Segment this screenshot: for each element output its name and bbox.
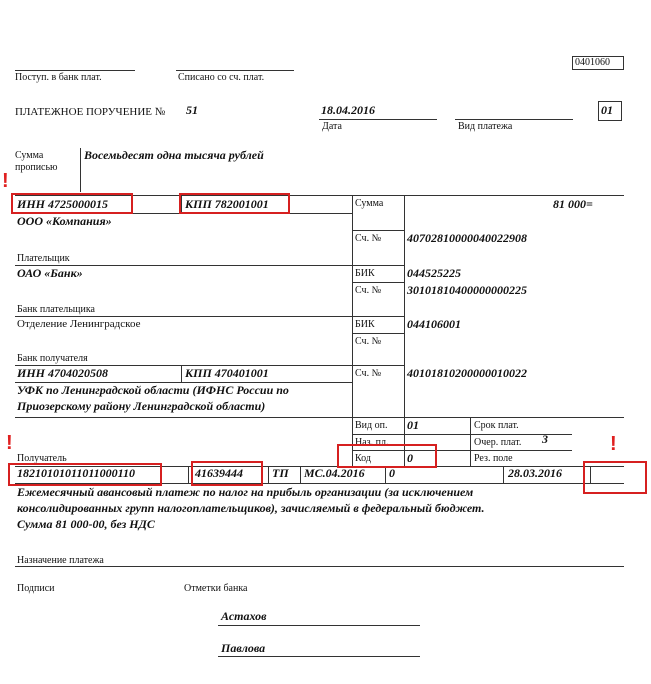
payer-name: ООО «Компания» bbox=[17, 214, 112, 228]
alert-mark-reserve: ! bbox=[610, 433, 617, 455]
grid-line bbox=[385, 466, 386, 483]
received-line bbox=[15, 70, 135, 71]
purpose-line-1: Ежемесячный авансовый платеж по налог на прибыль организации (за исключением bbox=[17, 485, 474, 499]
order-label: Очер. плат. bbox=[474, 437, 522, 448]
grid-line bbox=[470, 417, 471, 466]
purpose-line-2: консолидированных групп налогоплательщиков), зачисляемый в федеральный бюджет. bbox=[17, 501, 485, 515]
alert-mark-payer: ! bbox=[2, 170, 9, 192]
period-value: МС.04.2016 bbox=[304, 466, 365, 480]
grid-line bbox=[352, 282, 404, 283]
payer-account-label: Сч. № bbox=[355, 233, 382, 244]
payee-account-label: Сч. № bbox=[355, 368, 382, 379]
purpose-label: Назначение платежа bbox=[17, 555, 104, 566]
code-label: Код bbox=[355, 453, 371, 464]
amount-value: 81 000= bbox=[553, 197, 593, 211]
grid-line bbox=[352, 230, 404, 231]
payer-inn: ИНН 4725000015 bbox=[17, 197, 109, 211]
payer-bank-label: Банк плательщика bbox=[17, 304, 95, 315]
purpose-line-3: Сумма 81 000-00, без НДС bbox=[17, 517, 155, 531]
payer-label: Плательщик bbox=[17, 253, 70, 264]
bank-marks-label: Отметки банка bbox=[184, 583, 248, 594]
kbk-value: 18210101011011000110 bbox=[17, 466, 136, 480]
amount-label: Сумма bbox=[355, 198, 384, 209]
payee-account: 40101810200000010022 bbox=[407, 366, 527, 380]
date-line bbox=[319, 119, 437, 120]
doc-number-value: 0 bbox=[389, 466, 395, 480]
debited-line bbox=[176, 70, 294, 71]
order-value: 3 bbox=[542, 432, 548, 446]
payer-account: 40702810000040022908 bbox=[407, 231, 527, 245]
signer-2: Павлова bbox=[221, 641, 266, 655]
alert-mark-kbk: ! bbox=[6, 432, 13, 454]
amount-words: Восемьдесят одна тысяча рублей bbox=[84, 148, 264, 162]
payer-bank-corr-label: Сч. № bbox=[355, 285, 382, 296]
date-label: Дата bbox=[322, 121, 342, 132]
op-type: 01 bbox=[407, 418, 419, 432]
oktmo-value: 41639444 bbox=[195, 466, 243, 480]
payer-bank-bik-label: БИК bbox=[355, 268, 375, 279]
term-label: Срок плат. bbox=[474, 420, 519, 431]
payee-inn: ИНН 4704020508 bbox=[17, 366, 109, 380]
grid-line bbox=[404, 195, 405, 417]
payment-type-line bbox=[455, 119, 573, 120]
order-date: 18.04.2016 bbox=[321, 103, 375, 117]
grid-line bbox=[300, 466, 301, 483]
grid-line bbox=[181, 365, 182, 382]
amount-words-divider bbox=[80, 148, 81, 192]
purpose-bottom-line bbox=[15, 566, 624, 567]
form-code: 0401060 bbox=[575, 57, 610, 68]
page-title: ПЛАТЕЖНОЕ ПОРУЧЕНИЕ № bbox=[15, 106, 166, 118]
reserve-highlight bbox=[583, 461, 647, 494]
payer-bank-name: ОАО «Банк» bbox=[17, 266, 83, 280]
grid-line bbox=[188, 466, 189, 483]
payee-name-line1: УФК по Ленинградской области (ИФНС России по bbox=[17, 383, 289, 397]
payee-bank-name: Отделение Ленинградское bbox=[17, 318, 141, 330]
grid-line bbox=[268, 466, 269, 483]
payer-bank-corr: 30101810400000000225 bbox=[407, 283, 527, 297]
debited-label: Списано со сч. плат. bbox=[178, 72, 265, 83]
received-label: Поступ. в банк плат. bbox=[15, 72, 102, 83]
payee-label: Получатель bbox=[17, 453, 67, 464]
code-value: 0 bbox=[407, 451, 413, 465]
reserve-label: Рез. поле bbox=[474, 453, 513, 464]
order-number: 51 bbox=[186, 103, 198, 117]
payer-kpp: КПП 782001001 bbox=[185, 197, 269, 211]
payer-bank-bik: 044525225 bbox=[407, 266, 461, 280]
code-highlight bbox=[337, 444, 437, 468]
payee-bank-acc-label: Сч. № bbox=[355, 336, 382, 347]
payee-name-line2: Приозерскому району Ленинградской области) bbox=[17, 399, 266, 413]
doc-date-value: 28.03.2016 bbox=[508, 466, 562, 480]
payee-kpp: КПП 470401001 bbox=[185, 366, 269, 380]
grid-line bbox=[15, 417, 624, 418]
grid-line bbox=[15, 316, 404, 317]
status-code: 01 bbox=[601, 103, 613, 117]
grid-line bbox=[503, 466, 504, 483]
signatures-label: Подписи bbox=[17, 583, 55, 594]
basis-value: ТП bbox=[272, 466, 289, 480]
grid-line bbox=[352, 333, 404, 334]
signature-line-1 bbox=[218, 625, 420, 626]
grid-line bbox=[352, 195, 353, 466]
grid-line bbox=[352, 434, 572, 435]
signer-1: Астахов bbox=[221, 609, 267, 623]
amount-words-label: Сумма прописью bbox=[15, 150, 58, 173]
op-type-label: Вид оп. bbox=[355, 420, 388, 431]
payee-bank-bik-label: БИК bbox=[355, 319, 375, 330]
payee-bank-label: Банк получателя bbox=[17, 353, 88, 364]
payee-bank-bik: 044106001 bbox=[407, 317, 461, 331]
purpose-code-label: Наз. пл. bbox=[355, 437, 389, 448]
payment-type-label: Вид платежа bbox=[458, 121, 513, 132]
signature-line-2 bbox=[218, 656, 420, 657]
